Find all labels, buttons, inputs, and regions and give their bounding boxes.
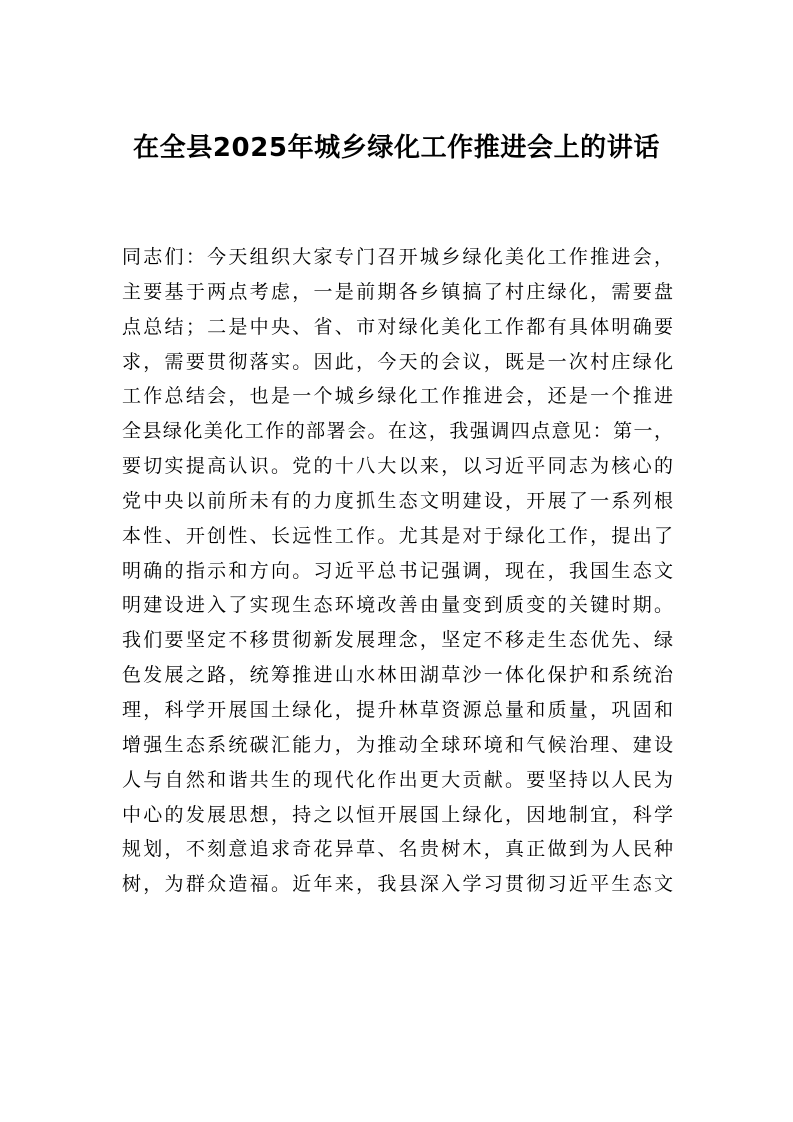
body-line: 明确的指示和方向。习近平总书记强调，现在，我国生态文: [122, 559, 673, 582]
body-line: 点总结；二是中央、省、市对绿化美化工作都有具体明确要: [122, 315, 673, 338]
body-line: 本性、开创性、长远性工作。尤其是对于绿化工作，提出了: [122, 524, 673, 547]
document-title: 在全县2025年城乡绿化工作推进会上的讲话: [133, 133, 660, 163]
body-line: 中心的发展思想，持之以恒开展国上绿化，因地制宜，科学: [122, 803, 673, 826]
body-line: 求，需要贯彻落实。因此，今天的会议，既是一次村庄绿化: [122, 350, 673, 373]
body-line: 同志们：今天组织大家专门召开城乡绿化美化工作推进会，: [122, 246, 673, 268]
body-line: 全县绿化美化工作的部署会。在这，我强调四点意见：第一，: [122, 420, 673, 443]
body-line: 色发展之路，统筹推进山水林田湖草沙一体化保护和系统治: [122, 664, 673, 687]
body-line: 党中央以前所未有的力度抓生态文明建设，开展了一系列根: [122, 489, 673, 512]
body-line: 理，科学开展国土绿化，提升林草资源总量和质量，巩固和: [122, 698, 673, 721]
body-line: 我们要坚定不移贯彻新发展理念，坚定不移走生态优先、绿: [122, 629, 673, 652]
body-line: 要切实提高认识。党的十八大以来，以习近平同志为核心的: [122, 455, 673, 478]
body-line: 人与自然和谐共生的现代化作出更大贡献。要坚持以人民为: [122, 768, 673, 791]
document-body: [122, 240, 673, 902]
body-line: 增强生态系统碳汇能力，为推动全球环境和气候治理、建设: [122, 733, 673, 756]
body-line: 明建设进入了实现生态环境改善由量变到质变的关键时期。: [122, 594, 673, 617]
body-line: 主要基于两点考虑，一是前期各乡镇搞了村庄绿化，需要盘: [122, 280, 673, 303]
body-line: 树，为群众造福。近年来，我县深入学习贯彻习近平生态文: [122, 873, 673, 896]
body-line: 规划，不刻意追求奇花异草、名贵树木，真正做到为人民种: [122, 838, 673, 861]
body-line: 工作总结会，也是一个城乡绿化工作推进会，还是一个推进: [122, 385, 673, 408]
